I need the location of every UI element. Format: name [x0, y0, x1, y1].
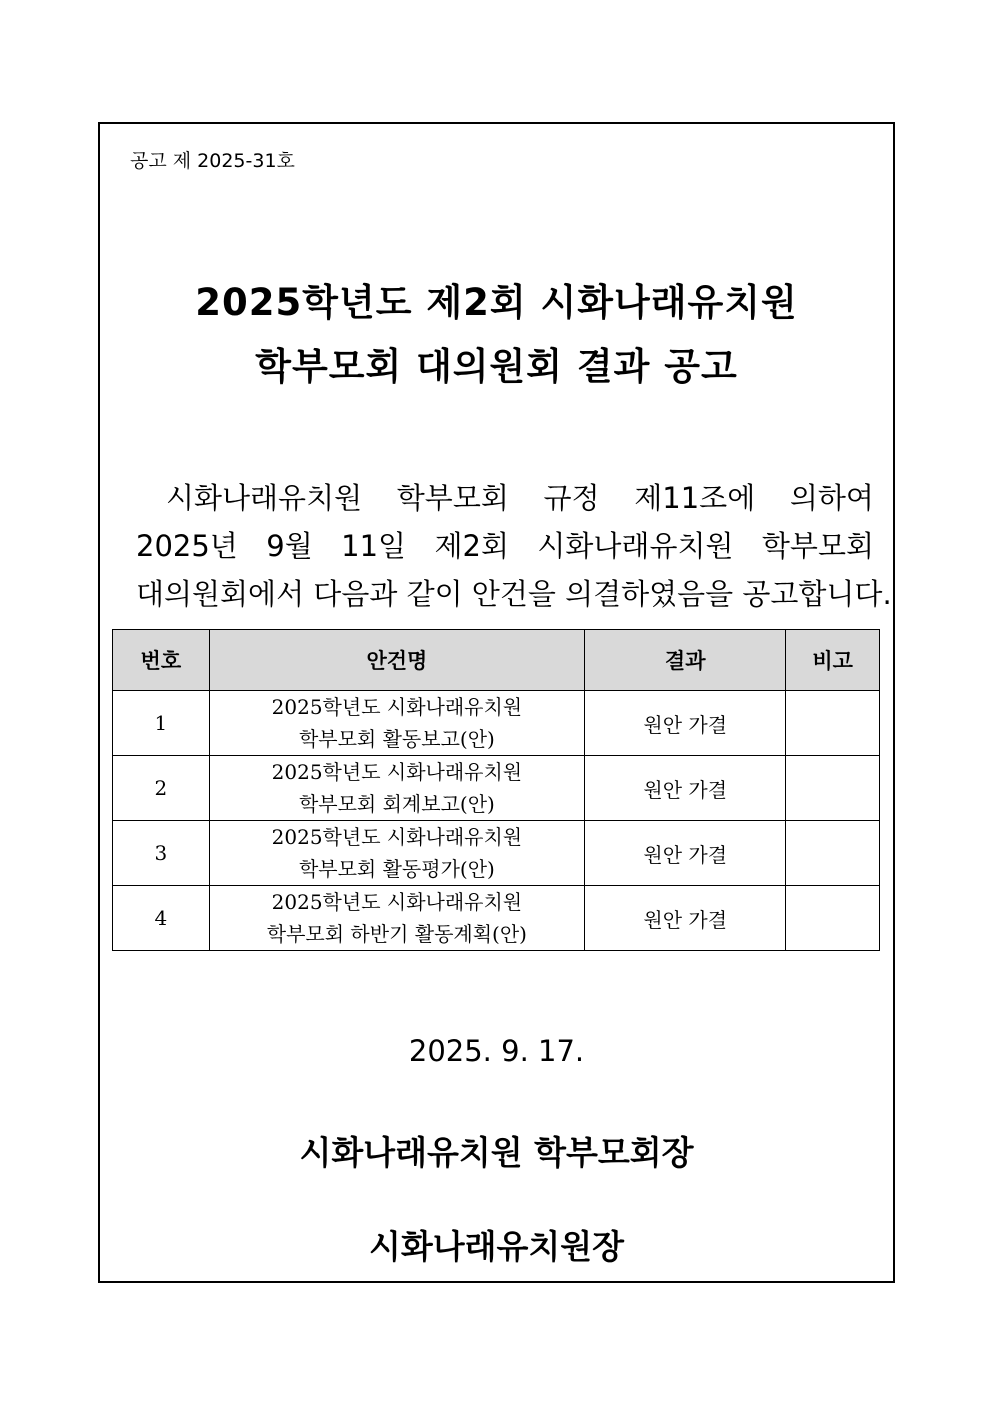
notice-title-line1: 2025학년도 제2회 시화나래유치원 [195, 281, 798, 324]
body-word: 11일 [341, 529, 407, 563]
body-word: 학부모회 [396, 481, 509, 515]
agenda-name-line2: 학부모회 회계보고(안) [298, 792, 495, 816]
agenda-name-line2: 학부모회 활동평가(안) [298, 857, 495, 881]
header-number: 번호 [113, 630, 210, 691]
body-word: 제2회 [434, 529, 509, 563]
table-row [113, 756, 880, 821]
agenda-name-line1: 2025학년도 시화나래유치원 [271, 760, 523, 784]
row-result: 원안 가결 [585, 691, 786, 756]
notice-frame [98, 122, 895, 1283]
body-line-3: 대의원회에서 다음과 같이 안건을 의결하였음을 공고합니다. [136, 577, 892, 611]
body-word: 시화나래유치원 [537, 529, 734, 563]
body-word: 시화나래유치원 [166, 481, 363, 515]
body-word: 의하여 [789, 481, 874, 515]
header-agenda-name: 안건명 [209, 630, 585, 691]
agenda-name-line1: 2025학년도 시화나래유치원 [271, 890, 523, 914]
agenda-table [112, 629, 880, 951]
header-remarks: 비고 [786, 630, 880, 691]
row-number: 1 [113, 691, 210, 756]
row-number: 4 [113, 886, 210, 951]
row-number: 3 [113, 821, 210, 886]
body-word: 제11조에 [634, 481, 756, 515]
row-number: 2 [113, 756, 210, 821]
agenda-name-line2: 학부모회 하반기 활동계획(안) [266, 922, 527, 946]
body-word: 규정 [543, 481, 600, 515]
agenda-name-line1: 2025학년도 시화나래유치원 [271, 695, 523, 719]
body-word: 9월 [266, 529, 313, 563]
body-line-2 [136, 524, 874, 565]
row-remarks [786, 821, 880, 886]
table-row [113, 821, 880, 886]
row-agenda-name [209, 821, 585, 886]
row-remarks [786, 691, 880, 756]
body-line-1 [136, 476, 874, 517]
body-word: 2025년 [136, 529, 238, 563]
header-result: 결과 [585, 630, 786, 691]
row-remarks [786, 756, 880, 821]
row-agenda-name [209, 691, 585, 756]
table-row [113, 886, 880, 951]
signature-kindergarten-director: 시화나래유치원장 [368, 1227, 625, 1266]
row-agenda-name [209, 886, 585, 951]
agenda-name-line1: 2025학년도 시화나래유치원 [271, 825, 523, 849]
notice-number: 공고 제 2025-31호 [130, 150, 295, 172]
notice-date: 2025. 9. 17. [408, 1034, 585, 1068]
table-row [113, 691, 880, 756]
row-result: 원안 가결 [585, 756, 786, 821]
agenda-name-line2: 학부모회 활동보고(안) [298, 727, 495, 751]
body-word: 학부모회 [761, 529, 874, 563]
row-agenda-name [209, 756, 585, 821]
signature-parent-association-head: 시화나래유치원 학부모회장 [299, 1133, 694, 1172]
notice-title-line2: 학부모회 대의원회 결과 공고 [255, 345, 738, 388]
row-result: 원안 가결 [585, 886, 786, 951]
row-result: 원안 가결 [585, 821, 786, 886]
table-header-row [113, 630, 880, 691]
row-remarks [786, 886, 880, 951]
